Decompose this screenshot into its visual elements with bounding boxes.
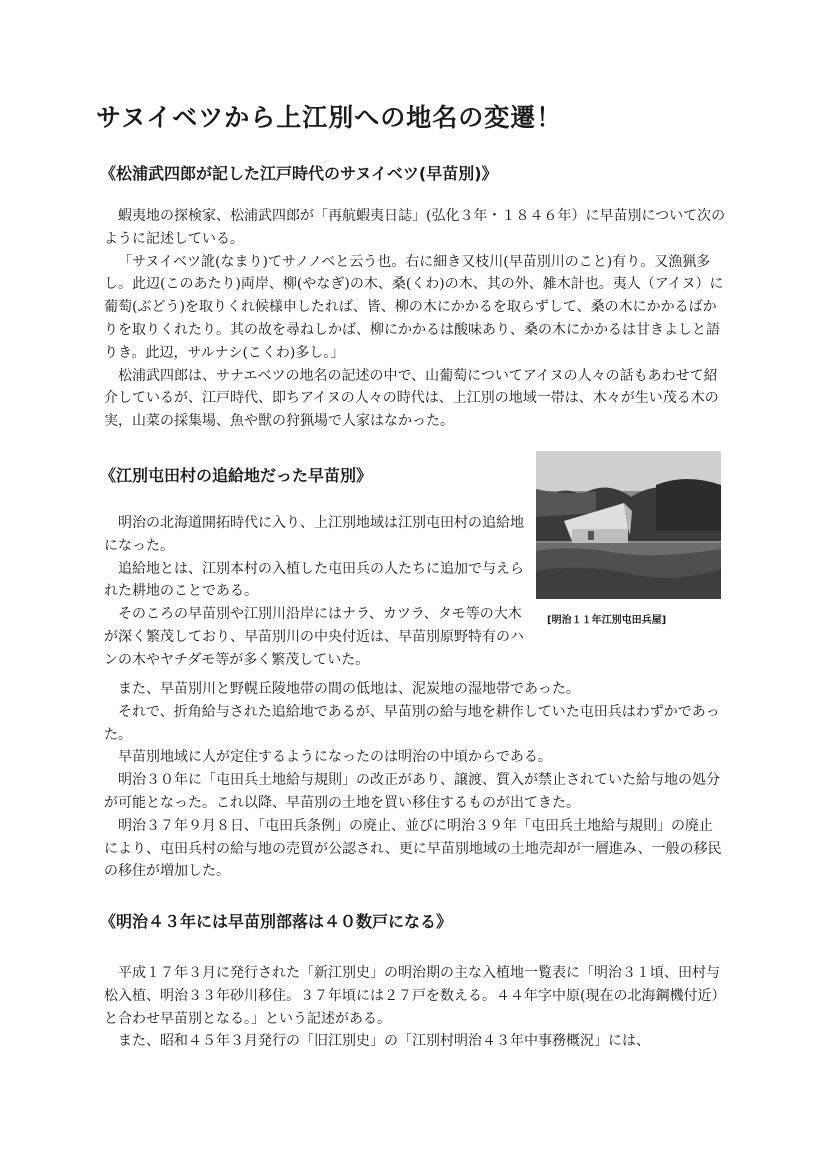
paragraph: 早苗別地域に人が定住するようになったのは明治の中頃からである。 — [118, 749, 552, 766]
paragraph: それで、折角給与された追給地であるが、早苗別の給与地を耕作していた屯田兵はわずかであった。 — [104, 703, 720, 743]
paragraph: また、昭和４５年３月発行の「旧江別史」の「江別村明治４３年中事務概況」には、 — [118, 1033, 650, 1050]
paragraph: 平成１７年３月に発行された「新江別史」の明治期の主な入植地一覧表に「明治３１頃、田村与松入植、明治３３年砂川移住。３７年頃には２７戸を数える。４４年字中原(現在の北海鋼機付近）と合わせ早苗別となる。」という記述がある。 — [104, 965, 726, 1027]
section-heading-tonden: 《江別屯田村の追給地だった早苗別》 — [100, 466, 373, 485]
section-body-tonden-intro — [104, 512, 524, 672]
paragraph: また、早苗別川と野幌丘陵地帯の間の低地は、泥炭地の湿地帯であった。 — [118, 681, 580, 697]
paragraph: 明治３０年に「屯田兵土地給与規則」の改正があり、譲渡、質入が禁止されていた給与地の処分が可能となった。これ以降、早苗別の土地を買い移住するものが出てきた。 — [104, 772, 720, 811]
paragraph: 明治３７年９月８日、「屯田兵条例」の廃止、並びに明治３９年「屯田兵土地給与規則」の廃止により、屯田兵村の給与地の売買が公認され、更に早苗別地域の土地売却が一層進み、一般の移民の移住が増加した。 — [104, 817, 722, 880]
section-body-tonden — [104, 678, 726, 883]
paragraph: 「サヌイベツ訛(なまり)てサノノベと云う也。右に細き又枝川(早苗別川のこと)有り。又漁猟多し。此辺(このあたり)両岸、柳(やなぎ)の木、桑(くわ)の木、其の外、雑木計也。夷人（アイヌ）に葡萄(ぶどう)を取りくれ候様申したれば、皆、柳の木にかかるを取らずして、桑の木にかかるばかりを取りくれたり。其の故を尋ねしかば、柳にかかるは酸味あり、桑の木にかかるは甘きよしと語りき。此辺，サルナシ(こくわ)多し。」 — [104, 253, 724, 361]
paragraph: 追給地とは、江別本村の入植した屯田兵の人たちに追加で与えられた耕地のことである。 — [104, 560, 524, 600]
photo-caption: [明治１１年江別屯田兵屋] — [547, 615, 667, 626]
paragraph: 松浦武四郎は、サナエベツの地名の記述の中で、山葡萄についてアイヌの人々の話もあわせて紹介しているが、江戸時代、即ちアイヌの人々の時代は、上江別の地域一帯は、木々が生い茂る木の実，山菜の採集場、魚や獣の狩猟場で人家はなかった。 — [104, 367, 719, 430]
paragraph: 蝦夷地の探検家、松浦武四郎が「再航蝦夷日誌」(弘化３年・１８４６年）に早苗別について次のように記述している。 — [104, 208, 726, 247]
section-body-meiji43 — [104, 962, 726, 1053]
tonden-house-photo — [536, 451, 721, 599]
page-title: サヌイベツから上江別への地名の変遷！ — [96, 103, 563, 132]
section-body-edo — [104, 205, 726, 433]
paragraph: そのころの早苗別や江別川沿岸にはナラ、カツラ、タモ等の大木が深く繁茂しており、早苗別川の中央付近は、早苗別原野特有のハンの木やヤチダモ等が多く繁茂していた。 — [104, 606, 524, 668]
section-heading-edo: 《松浦武四郎が記した江戸時代のサヌイベツ(早苗別)》 — [100, 164, 498, 183]
paragraph: 明治の北海道開拓時代に入り、上江別地域は江別屯田村の追給地になった。 — [104, 515, 524, 554]
section-heading-meiji43: 《明治４３年には早苗別部落は４０数戸になる》 — [100, 912, 453, 931]
